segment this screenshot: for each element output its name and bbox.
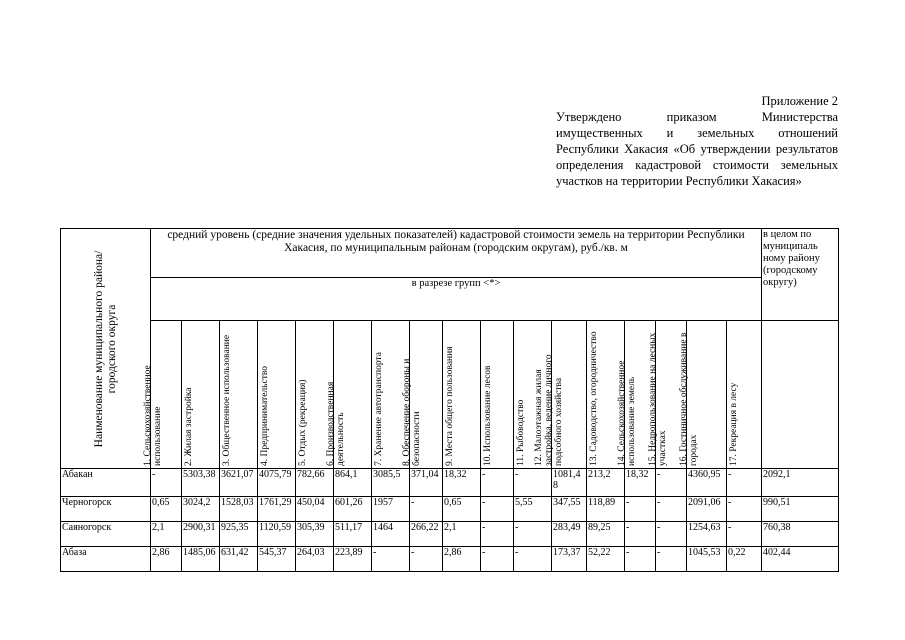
table-cell: 4075,79 xyxy=(258,469,296,497)
table-cell: 0,65 xyxy=(443,497,481,522)
table-cell: 631,42 xyxy=(220,547,258,572)
group-header-label: 14. Сельскохозяйственное использование земель xyxy=(617,360,637,466)
header-by-groups: в разрезе групп <*> xyxy=(151,278,762,321)
district-name: Абакан xyxy=(61,469,151,497)
group-header-label: 5. Отдых (рекреация) xyxy=(298,379,308,466)
group-header-label: 11. Рыбоводство xyxy=(516,399,526,466)
table-cell: 0,65 xyxy=(151,497,182,522)
group-header-8 xyxy=(402,321,443,469)
group-header-label: 12. Малоэтажная жилая застройка, ведение личного подсобного хозяйства xyxy=(534,354,564,466)
cadastral-value-table xyxy=(60,228,839,572)
table-cell: 89,25 xyxy=(587,522,625,547)
table-cell: 3621,07 xyxy=(220,469,258,497)
table-cell: 213,2 xyxy=(587,469,625,497)
group-header-10 xyxy=(481,321,514,469)
table-cell: 1761,29 xyxy=(258,497,296,522)
table-cell: 5,55 xyxy=(514,497,552,522)
group-header-3 xyxy=(220,321,258,469)
group-header-16 xyxy=(679,321,727,469)
group-header-label: 10. Использование лесов xyxy=(483,365,493,466)
group-header-12 xyxy=(534,321,587,469)
group-header-6 xyxy=(326,321,372,469)
table-cell: 371,04 xyxy=(410,469,443,497)
table-cell: 1464 xyxy=(372,522,410,547)
district-total: 760,38 xyxy=(762,522,839,547)
group-header-label: 9. Места общего пользования xyxy=(445,346,455,466)
group-header-label: 3. Общественное использование xyxy=(222,334,232,466)
table-cell: - xyxy=(656,547,687,572)
table-cell: 782,66 xyxy=(296,469,334,497)
table-cell: 864,1 xyxy=(334,469,372,497)
group-header-2 xyxy=(182,321,220,469)
table-cell: - xyxy=(656,469,687,497)
table-cell: 283,49 xyxy=(552,522,587,547)
table-cell: - xyxy=(514,469,552,497)
table-cell: 925,35 xyxy=(220,522,258,547)
table-cell: 1485,06 xyxy=(182,547,220,572)
table-row xyxy=(61,522,839,547)
table-cell: 118,89 xyxy=(587,497,625,522)
table-cell: - xyxy=(656,522,687,547)
group-header-blank xyxy=(762,321,839,469)
group-header-4 xyxy=(258,321,296,469)
table-cell: 264,03 xyxy=(296,547,334,572)
group-header-label: 7. Хранение автотранспорта xyxy=(374,352,384,466)
district-name: Черногорск xyxy=(61,497,151,522)
table-cell: - xyxy=(656,497,687,522)
table-cell: 223,89 xyxy=(334,547,372,572)
district-total: 402,44 xyxy=(762,547,839,572)
group-header-label: 16. Гостиничное обслуживание в городах xyxy=(679,332,699,466)
table-cell: - xyxy=(151,469,182,497)
district-total: 990,51 xyxy=(762,497,839,522)
appendix-title: Приложение 2 xyxy=(761,94,838,108)
table-cell: 2091,06 xyxy=(687,497,727,522)
table-cell: 347,55 xyxy=(552,497,587,522)
table-cell: - xyxy=(625,522,656,547)
appendix-block xyxy=(556,93,838,189)
table-cell: - xyxy=(514,547,552,572)
table-cell: 305,39 xyxy=(296,522,334,547)
table-cell: 2,86 xyxy=(443,547,481,572)
table-cell: 3024,2 xyxy=(182,497,220,522)
table-cell: - xyxy=(727,522,762,547)
group-header-label: 6. Производственная деятельность xyxy=(326,381,346,466)
group-header-9 xyxy=(443,321,481,469)
table-cell: 2,1 xyxy=(443,522,481,547)
table-cell: 1254,63 xyxy=(687,522,727,547)
table-cell: - xyxy=(727,497,762,522)
header-average-level: средний уровень (средние значения удельных показателей) кадастровой стоимости земель на территории Республики Хакасия, по муниципальным районам (городским округам), руб./кв. м xyxy=(151,229,762,278)
table-cell: 18,32 xyxy=(443,469,481,497)
table-cell: 1528,03 xyxy=(220,497,258,522)
table-cell: 52,22 xyxy=(587,547,625,572)
group-header-label: 15. Недропользование на лесных участках xyxy=(648,332,668,466)
table-cell: - xyxy=(625,547,656,572)
table-cell: - xyxy=(727,469,762,497)
column-header-district xyxy=(61,229,151,469)
table-cell: 511,17 xyxy=(334,522,372,547)
table-cell: 1045,53 xyxy=(687,547,727,572)
group-header-1 xyxy=(143,321,182,469)
district-name: Саяногорск xyxy=(61,522,151,547)
table-cell: - xyxy=(481,469,514,497)
table-row xyxy=(61,469,839,497)
table-cell: 601,26 xyxy=(334,497,372,522)
district-total: 2092,1 xyxy=(762,469,839,497)
column-header-district-text: Наименование муниципального района/городского округа xyxy=(92,250,118,447)
group-header-label: 4. Предпринимательство xyxy=(260,365,270,466)
table-row xyxy=(61,497,839,522)
table-cell: 4360,95 xyxy=(687,469,727,497)
group-header-label: 1. Сельскохозяйственное использование xyxy=(143,365,163,466)
header-whole-district: в целом по муниципаль ному району (городскому округу) xyxy=(762,229,839,321)
table-cell: - xyxy=(625,497,656,522)
table-cell: 1957 xyxy=(372,497,410,522)
table-cell: - xyxy=(410,547,443,572)
group-header-label: 13. Садоводство, огородничество xyxy=(589,331,599,466)
appendix-approval-text: Утверждено приказом Министерства имущественных и земельных отношений Республики Хакасия «Об утверждении результатов определения кадастровой стоимости земельных участков на территории Республики Хакасия» xyxy=(556,110,838,188)
table-row xyxy=(61,547,839,572)
group-header-label: 8. Обеспечение обороны и безопасности xyxy=(402,358,422,466)
table-cell: - xyxy=(481,497,514,522)
table-cell: 2900,31 xyxy=(182,522,220,547)
table-cell: 2,86 xyxy=(151,547,182,572)
group-header-label: 2. Жилая застройка xyxy=(184,387,194,466)
table-cell: 1081,48 xyxy=(552,469,587,497)
group-header-label: 17. Рекреация в лесу xyxy=(729,382,739,466)
table-cell: 18,32 xyxy=(625,469,656,497)
table-cell: 1120,59 xyxy=(258,522,296,547)
table-cell: 450,04 xyxy=(296,497,334,522)
table-cell: 5303,38 xyxy=(182,469,220,497)
table-cell: - xyxy=(514,522,552,547)
group-header-17 xyxy=(727,321,762,469)
table-cell: 3085,5 xyxy=(372,469,410,497)
table-cell: - xyxy=(410,497,443,522)
table-cell: - xyxy=(481,522,514,547)
table-cell: 545,37 xyxy=(258,547,296,572)
table-cell: 2,1 xyxy=(151,522,182,547)
district-name: Абаза xyxy=(61,547,151,572)
table-cell: 173,37 xyxy=(552,547,587,572)
table-cell: 0,22 xyxy=(727,547,762,572)
table-cell: 266,22 xyxy=(410,522,443,547)
table-cell: - xyxy=(372,547,410,572)
table-cell: - xyxy=(481,547,514,572)
